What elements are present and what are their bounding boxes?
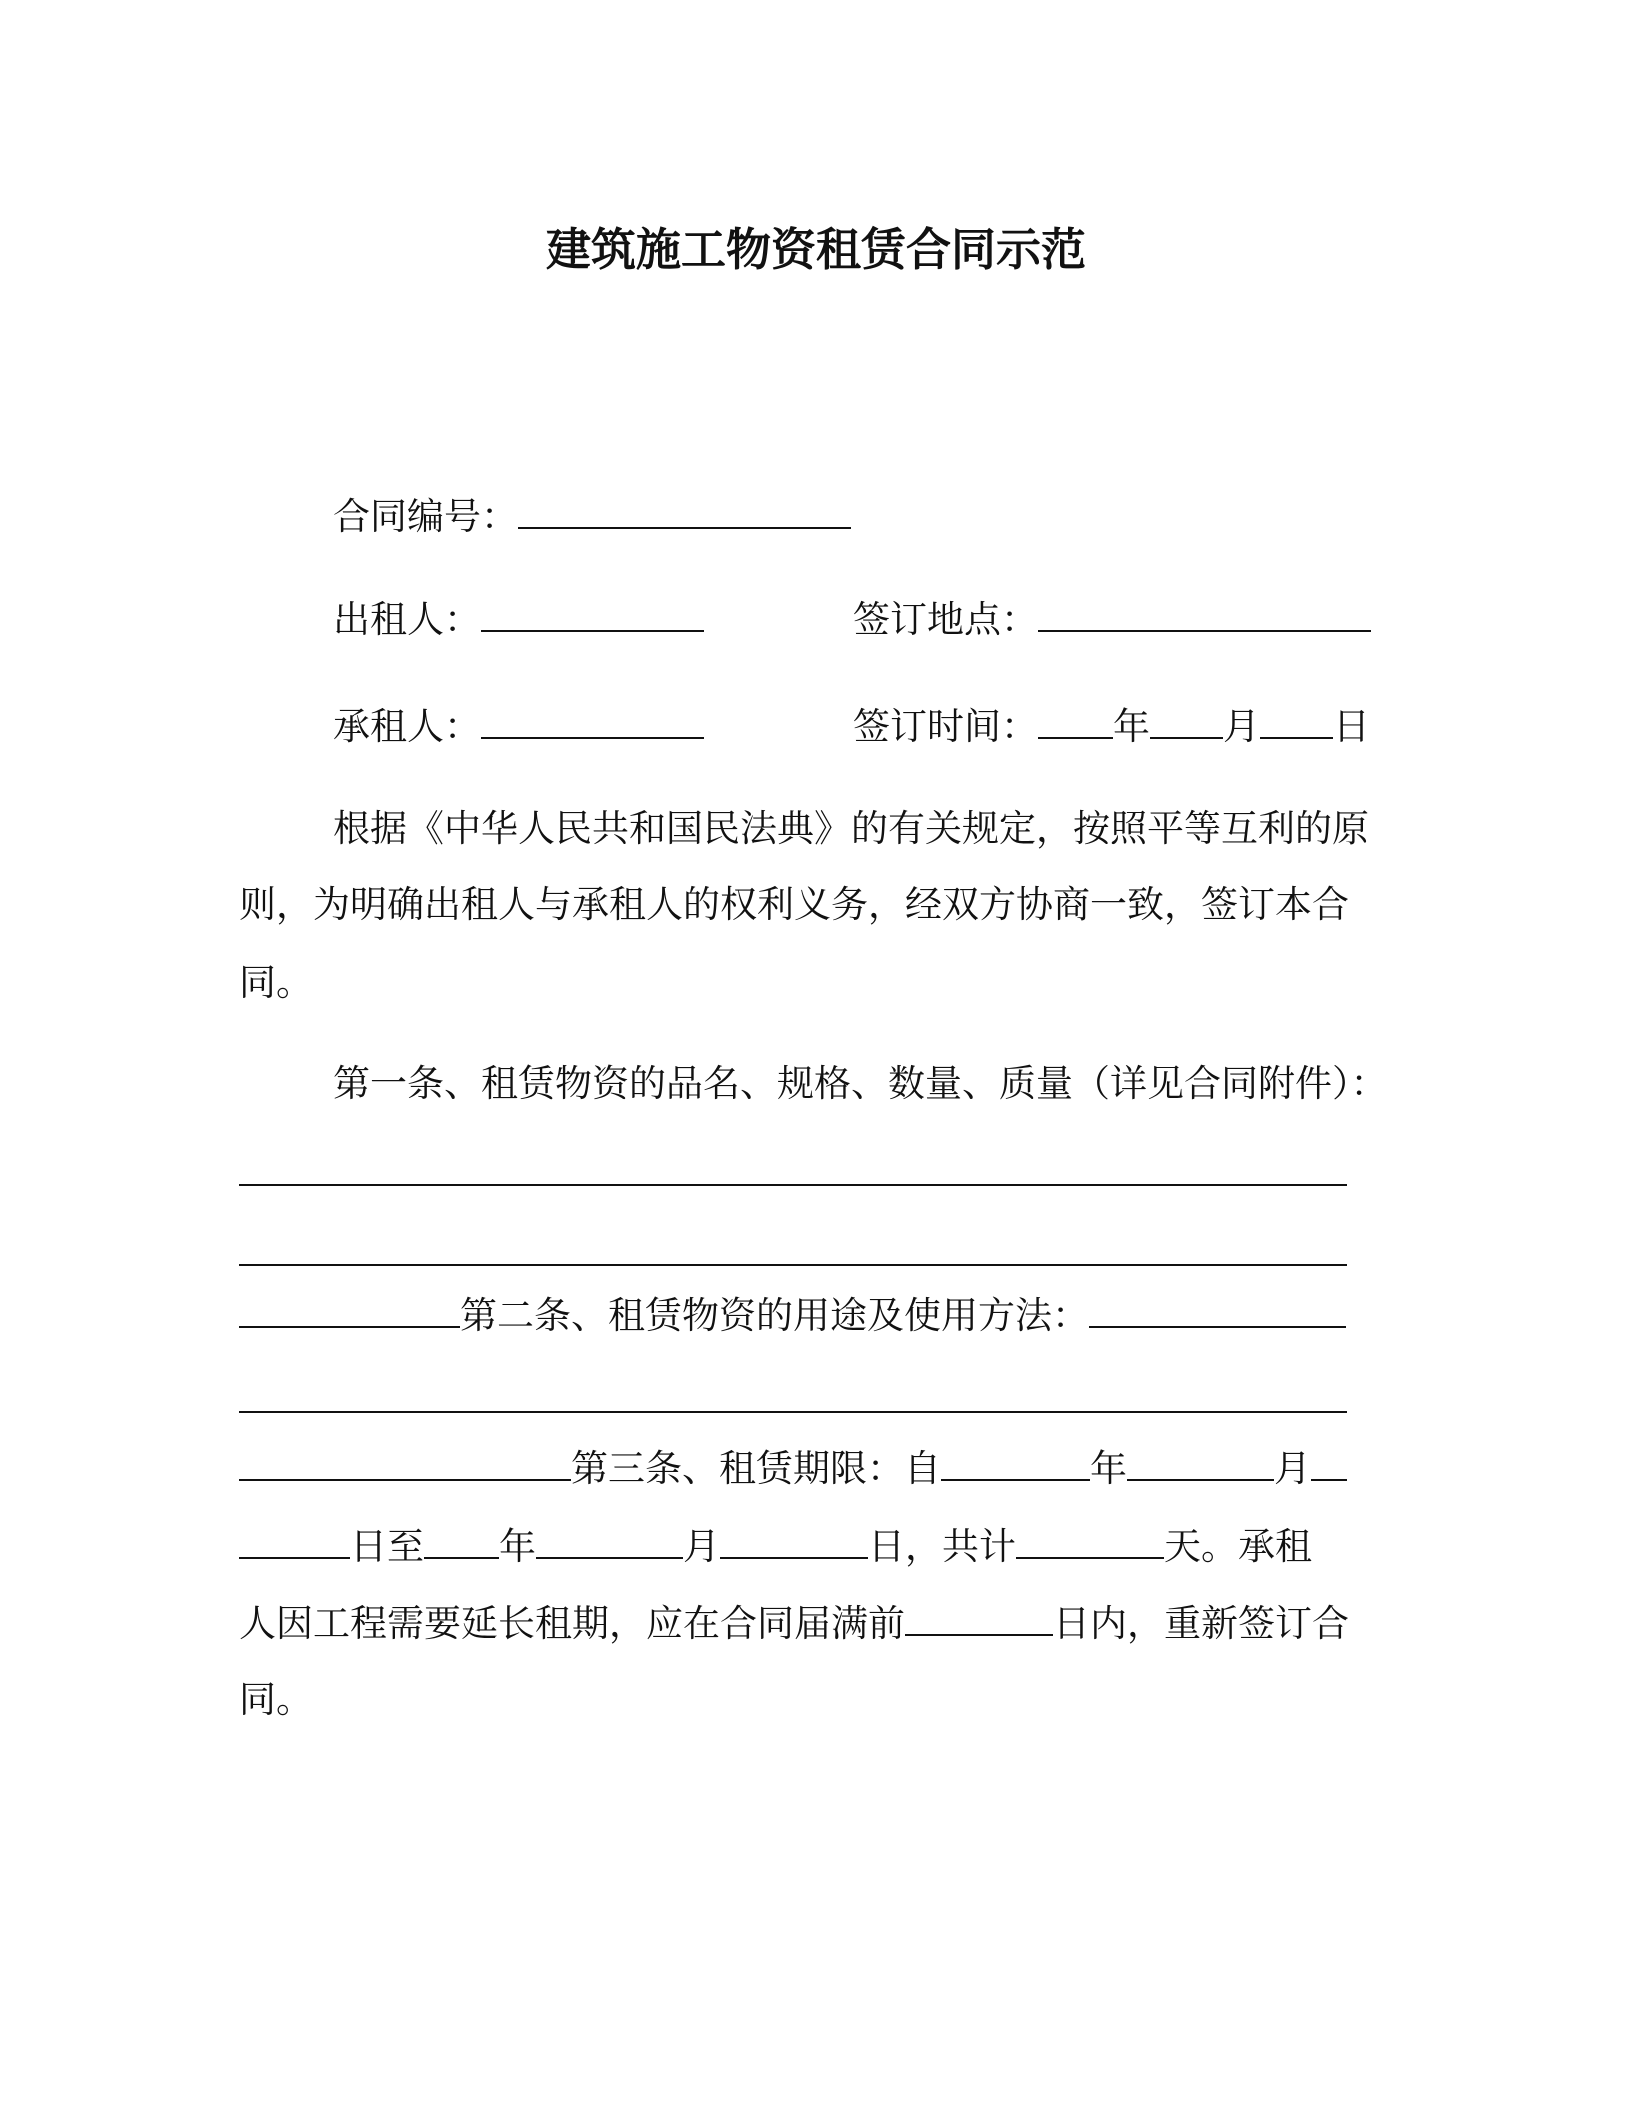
document-title: 建筑施工物资租赁合同示范 — [545, 223, 1086, 276]
extension-text-end: 日内，重新签订合 — [1053, 1602, 1349, 1645]
day-label: 日 — [1333, 705, 1370, 748]
month-label: 月 — [1223, 705, 1260, 748]
sign-month-blank[interactable] — [1150, 707, 1223, 739]
lessor-row — [333, 596, 704, 644]
extension-days-blank[interactable] — [905, 1604, 1053, 1636]
article-2-blank-2[interactable] — [239, 1381, 1347, 1413]
lessee-blank[interactable] — [481, 707, 704, 739]
article-3-row-4: 同。 — [239, 1678, 313, 1721]
article-1-blank-2[interactable] — [239, 1234, 1347, 1266]
article-2-row — [239, 1292, 1346, 1340]
lessor-blank[interactable] — [481, 600, 704, 632]
sign-place-label: 签订地点： — [853, 598, 1038, 641]
total-label: 日，共计 — [868, 1525, 1016, 1568]
start-month-blank[interactable] — [1127, 1449, 1274, 1481]
month-label: 月 — [683, 1525, 720, 1568]
contract-number-label: 合同编号： — [333, 495, 518, 538]
days-label: 天。承租 — [1164, 1525, 1312, 1568]
article-1-blank-1[interactable] — [239, 1154, 1347, 1186]
article-3-heading: 第三条、租赁期限：自 — [571, 1447, 941, 1490]
start-day-blank-cont[interactable] — [239, 1527, 350, 1559]
start-day-blank[interactable] — [1311, 1449, 1347, 1481]
year-label: 年 — [499, 1525, 536, 1568]
article-1-blank-row-1 — [239, 1150, 1347, 1198]
sign-place-blank[interactable] — [1038, 600, 1371, 632]
preamble-line-1: 根据《中华人民共和国民法典》的有关规定，按照平等互利的原 — [333, 807, 1369, 850]
lessor-label: 出租人： — [333, 598, 481, 641]
article-3-row-2 — [239, 1523, 1312, 1571]
article-2-blank[interactable] — [1089, 1296, 1346, 1328]
sign-year-blank[interactable] — [1038, 707, 1113, 739]
lessee-label: 承租人： — [333, 705, 481, 748]
year-label: 年 — [1113, 705, 1150, 748]
article-1-heading: 第一条、租赁物资的品名、规格、数量、质量（详见合同附件）： — [333, 1062, 1388, 1105]
article-2-heading: 第二条、租赁物资的用途及使用方法： — [460, 1294, 1089, 1337]
sign-day-blank[interactable] — [1260, 707, 1333, 739]
lessee-row — [333, 703, 704, 751]
day-to-label: 日至 — [350, 1525, 424, 1568]
total-days-blank[interactable] — [1016, 1527, 1164, 1559]
preamble-line-3: 同。 — [239, 961, 313, 1004]
contract-number-row — [333, 493, 851, 541]
article-2-leading-blank[interactable] — [239, 1296, 460, 1328]
end-year-blank[interactable] — [424, 1527, 499, 1559]
month-label: 月 — [1274, 1447, 1311, 1490]
start-year-blank[interactable] — [941, 1449, 1090, 1481]
preamble-line-2: 则，为明确出租人与承租人的权利义务，经双方协商一致，签订本合 — [239, 883, 1349, 926]
extension-text: 人因工程需要延长租期，应在合同届满前 — [239, 1602, 905, 1645]
article-3-row-3 — [239, 1600, 1349, 1648]
sign-time-row — [853, 703, 1370, 751]
article-1-blank-row-2 — [239, 1230, 1347, 1278]
year-label: 年 — [1090, 1447, 1127, 1490]
end-day-blank[interactable] — [720, 1527, 868, 1559]
article-3-leading-blank[interactable] — [239, 1449, 571, 1481]
article-2-blank-row — [239, 1377, 1347, 1425]
contract-number-blank[interactable] — [518, 497, 851, 529]
end-month-blank[interactable] — [536, 1527, 683, 1559]
sign-time-label: 签订时间： — [853, 705, 1038, 748]
sign-place-row — [853, 596, 1371, 644]
article-3-row-1 — [239, 1445, 1347, 1493]
